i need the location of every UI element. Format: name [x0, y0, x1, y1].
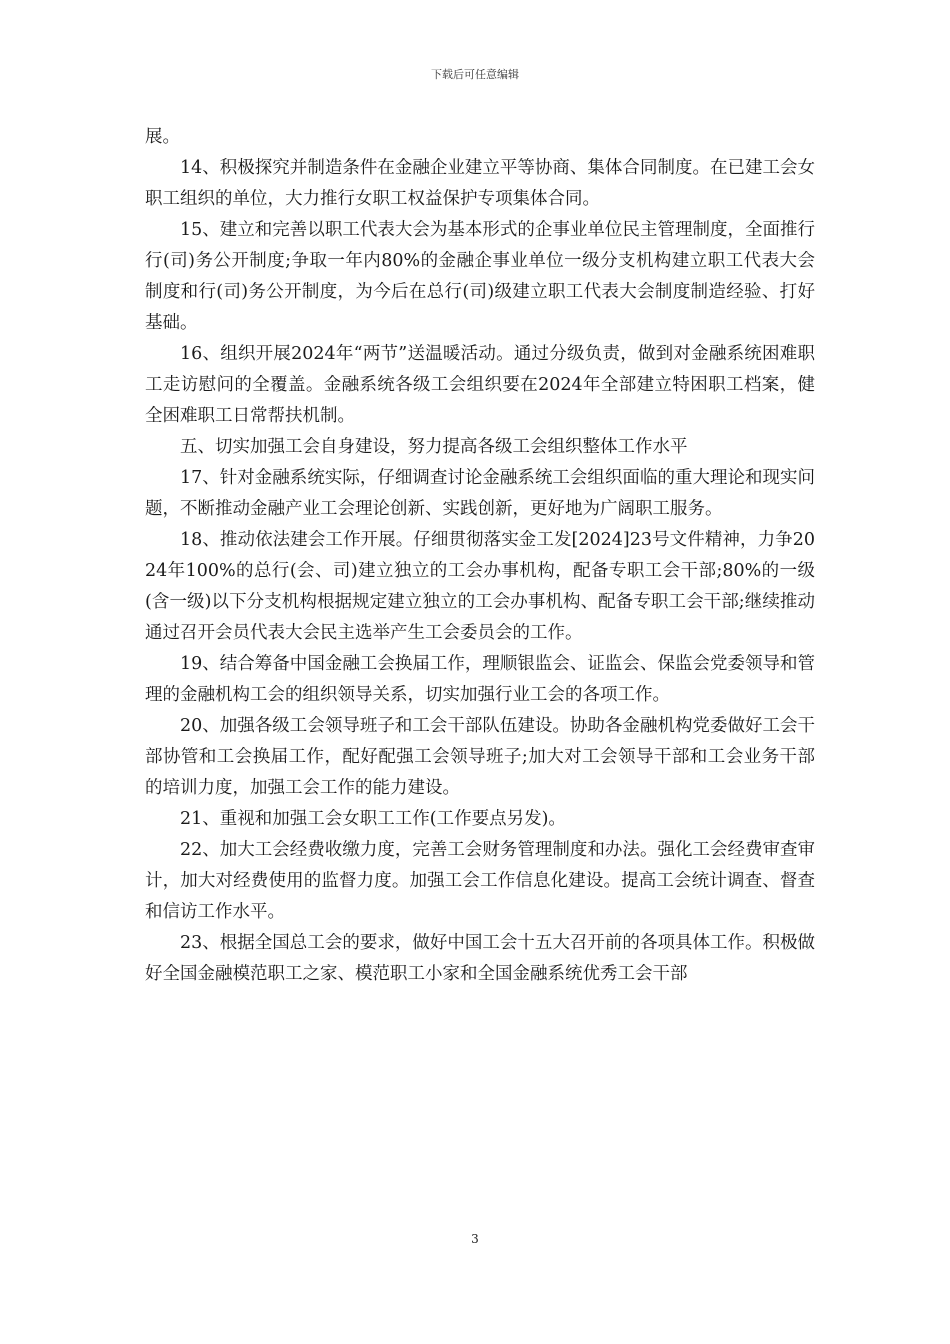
- paragraph-item-21: 21、重视和加强工会女职工工作(工作要点另发)。: [180, 809, 566, 829]
- document-body: [145, 122, 815, 990]
- section-heading-five: 五、切实加强工会自身建设，努力提高各级工会组织整体工作水平: [180, 437, 688, 457]
- paragraph-item-18: 18、推动依法建会工作开展。仔细贯彻落实金工发[2024]23号文件精神，力争2024年100%的总行(会、司)建立独立的工会办事机构，配备专职工会干部;80%的一级(含一级)以下分支机构根据规定建立独立的工会办事机构、配备专职工会干部;继续推动通过召开会员代表大会民主选举产生工会委员会的工作。: [145, 530, 815, 643]
- paragraph-item-17: 17、针对金融系统实际，仔细调查讨论金融系统工会组织面临的重大理论和现实问题，不断推动金融产业工会理论创新、实践创新，更好地为广阔职工服务。: [145, 468, 815, 519]
- page-number: 3: [471, 1232, 479, 1246]
- paragraph-item-23: 23、根据全国总工会的要求，做好中国工会十五大召开前的各项具体工作。积极做好全国金融模范职工之家、模范职工小家和全国金融系统优秀工会干部: [145, 933, 815, 984]
- paragraph-item-14: 14、积极探究并制造条件在金融企业建立平等协商、集体合同制度。在已建工会女职工组织的单位，大力推行女职工权益保护专项集体合同。: [145, 158, 815, 209]
- paragraph-continuation: 展。: [145, 127, 180, 147]
- paragraph-item-22: 22、加大工会经费收缴力度，完善工会财务管理制度和办法。强化工会经费审查审计，加大对经费使用的监督力度。加强工会工作信息化建设。提高工会统计调查、督查和信访工作水平。: [145, 840, 815, 922]
- paragraph-item-20: 20、加强各级工会领导班子和工会干部队伍建设。协助各金融机构党委做好工会干部协管和工会换届工作，配好配强工会领导班子;加大对工会领导干部和工会业务干部的培训力度，加强工会工作的能力建设。: [145, 716, 815, 798]
- paragraph-item-15: 15、建立和完善以职工代表大会为基本形式的企事业单位民主管理制度，全面推行行(司)务公开制度;争取一年内80%的金融企事业单位一级分支机构建立职工代表大会制度和行(司)务公开制度，为今后在总行(司)级建立职工代表大会制度制造经验、打好基础。: [145, 220, 815, 333]
- page-header-note: 下载后可任意编辑: [431, 68, 519, 81]
- paragraph-item-16: 16、组织开展2024年“两节”送温暖活动。通过分级负责，做到对金融系统困难职工走访慰问的全覆盖。金融系统各级工会组织要在2024年全部建立特困职工档案，健全困难职工日常帮扶机制。: [145, 344, 815, 426]
- paragraph-item-19: 19、结合筹备中国金融工会换届工作，理顺银监会、证监会、保监会党委领导和管理的金融机构工会的组织领导关系，切实加强行业工会的各项工作。: [145, 654, 815, 705]
